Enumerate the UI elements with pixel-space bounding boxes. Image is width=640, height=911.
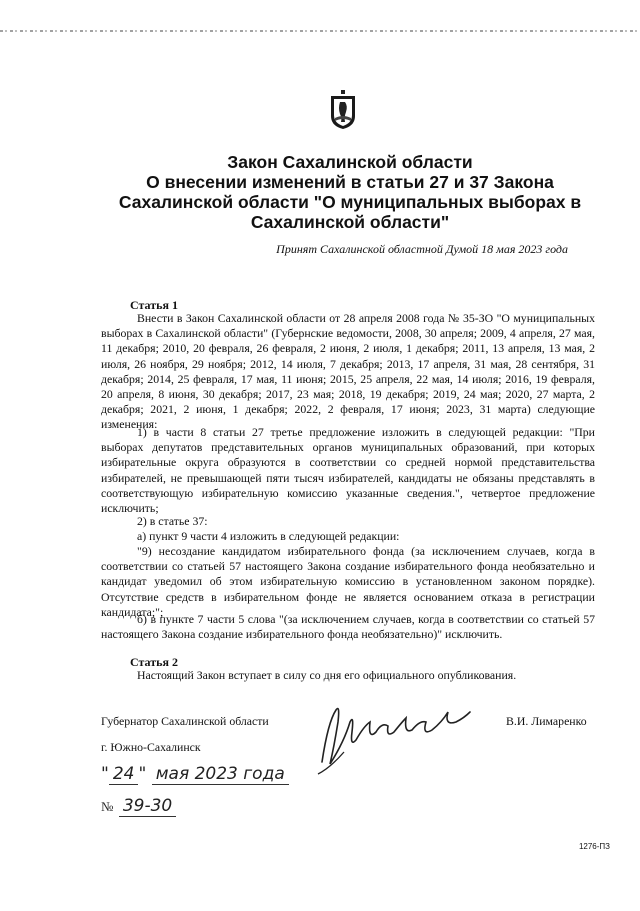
signing-city: г. Южно-Сахалинск [101, 740, 201, 754]
article-1-item-2a-text: "9) несоздание кандидатом избирательного фонда (за исключением случаев, когда в соответствии со статьей 57 настоящего Закона создание избирательного фонда необязательно и кандидат уведомил об этом избирательную комиссию в установленном законом порядке). Отсутствие средств в избирательном фонде не является основанием отказа в регистрации кандидата;"; [101, 544, 595, 619]
signatory-name: В.И. Лимаренко [506, 714, 587, 728]
article-1-intro: Внести в Закон Сахалинской области от 28 апреля 2008 года № 35-ЗО "О муниципальных выборах в Сахалинской области" (Губернские ведомости, 2008, 30 апреля; 2009, 4 апреля, 27 мая, 11 декабря; 2010, 20 февраля, 26 февраля, 2 июня, 2 июля, 1 декабря; 2011, 13 апреля, 13 мая, 2 июля, 26 ноября, 29 ноября; 2012, 14 июля, 7 декабря; 2013, 17 апреля, 31 мая, 28 сентября, 31 декабря; 2014, 25 февраля, 17 мая, 11 июня; 2015, 25 апреля, 22 мая, 14 июля; 2016, 19 февраля, 20 апреля, 8 июня, 30 декабря; 2017, 23 мая; 2018, 19 декабря; 2019, 24 мая; 2020, 27 марта, 2 декабря; 2021, 2 июня, 1 декабря; 2022, 2 февраля, 17 июня; 2023, 31 марта) следующие изменения: [101, 311, 595, 432]
article-1-heading: Статья 1 [130, 298, 178, 312]
handwritten-date-rest: мая 2023 года [152, 764, 289, 785]
number-prefix: № [101, 799, 114, 814]
adoption-note: Принят Сахалинской областной Думой 18 мая 2023 года [276, 242, 568, 256]
law-title-line-2: О внесении изменений в статьи 27 и 37 Закона [146, 172, 554, 192]
article-2-text: Настоящий Закон вступает в силу со дня его официального опубликования. [137, 668, 517, 682]
article-1-item-2a: а) пункт 9 части 4 изложить в следующей редакции: [137, 529, 400, 543]
article-1-item-2b: б) в пункте 7 части 5 слова "(за исключением случаев, когда в соответствии со статьей 57 настоящего Закона создание избирательного фонда необязательно)" исключить. [101, 612, 595, 642]
law-number: 39-30 [119, 796, 176, 817]
signatory-position: Губернатор Сахалинской области [101, 714, 269, 728]
coat-of-arms-icon [328, 90, 358, 130]
page-code: 1276-ПЗ [578, 842, 610, 851]
law-title-line-4: Сахалинской области" [250, 212, 450, 232]
scan-artifact-line [0, 30, 640, 32]
article-2-heading: Статья 2 [130, 655, 178, 669]
law-title-line-3: Сахалинской области "О муниципальных выборах в [118, 192, 582, 212]
handwritten-signature-icon [310, 692, 480, 782]
handwritten-number [101, 796, 176, 816]
handwritten-date-day: 24 [109, 764, 139, 785]
article-1-item-2: 2) в статье 37: [137, 514, 208, 528]
law-title-line-1: Закон Сахалинской области [227, 152, 473, 172]
article-1-item-1: 1) в части 8 статьи 27 третье предложение изложить в следующей редакции: "При выборах депутатов представительных органов муниципальных образований, при которых избирательные округа образуются в соответствии со средней нормой представительства избирателей, не превышающей пяти тысяч избирателей, кандидаты не обязаны представлять в соответствующую избирательную комиссию указанные сведения.", четвертое предложение исключить; [101, 425, 595, 516]
handwritten-date: " 24 " мая 2023 года [101, 764, 289, 784]
